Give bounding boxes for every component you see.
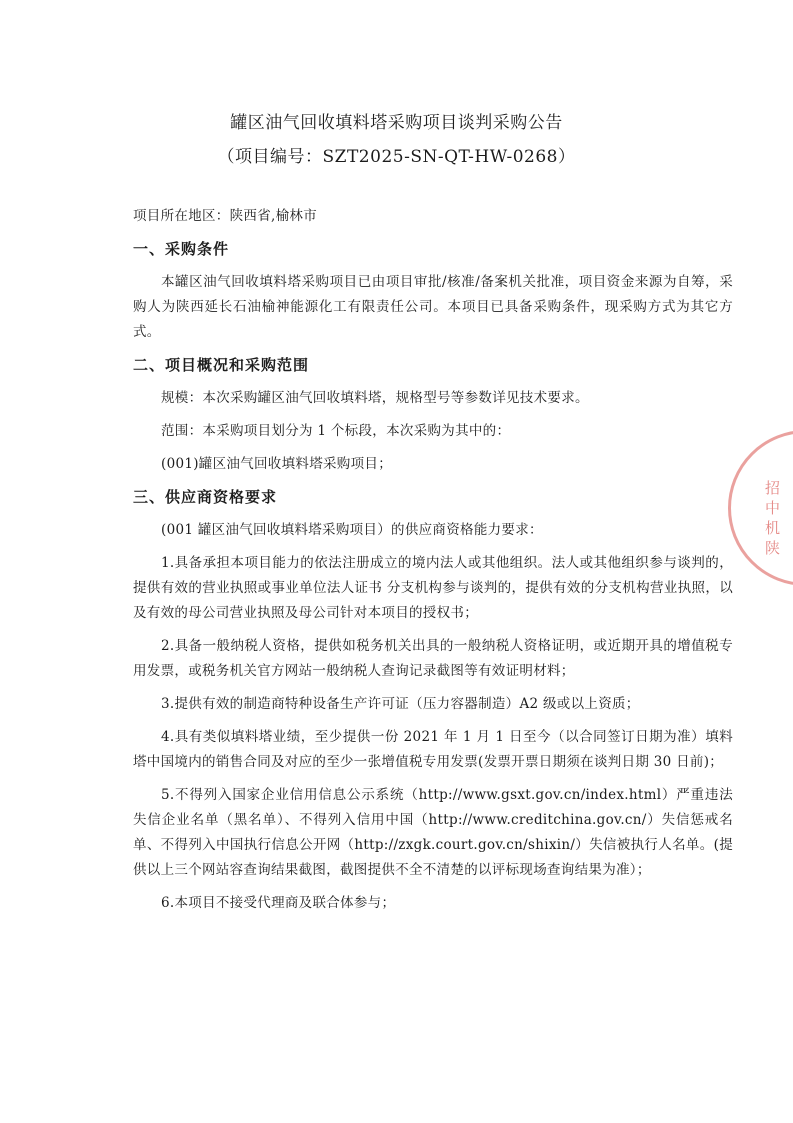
requirement-1: 1.具备承担本项目能力的依法注册成立的境内法人或其他组织。法人或其他组织参与谈判的，提供有效的营业执照或事业单位法人证书 分支机构参与谈判的，提供有效的分支机构营业执照，以及有效的母公司营业执照及母公司针对本项目的授权书； [133,555,733,621]
section-3-intro: (001 罐区油气回收填料塔采购项目）的供应商资格能力要求： [161,522,543,538]
section-1-heading: 一、采购条件 [133,240,230,258]
seal-lettering: 招中机陕 [765,479,781,557]
document-title: 罐区油气回收填料塔采购项目谈判采购公告 [230,113,563,133]
red-seal-stamp [728,430,793,586]
requirement-2: 2.具备一般纳税人资格，提供如税务机关出具的一般纳税人资格证明，或近期开具的增值税专用发票，或税务机关官方网站一般纳税人查询记录截图等有效证明材料； [133,638,733,679]
section-2-scale: 规模：本次采购罐区油气回收填料塔，规格型号等参数详见技术要求。 [161,390,589,406]
section-2-heading: 二、项目概况和采购范围 [133,356,310,374]
requirement-3: 3.提供有效的制造商特种设备生产许可证（压力容器制造）A2 级或以上资质； [161,696,640,712]
requirement-5: 5.不得列入国家企业信用信息公示系统（http://www.gsxt.gov.cn/index.html）严重违法失信企业名单（黑名单）、不得列入信用中国（http://www.creditchina.gov.cn/）失信惩戒名单、不得列入中国执行信息公开网（http://zxgk.court.gov.cn/shixin/）失信被执行人名单。(提供以上三个网站容查询结果截图，截图提供不全不清楚的以评标现场查询结果为准）； [133,787,733,878]
section-2-lot: (001)罐区油气回收填料塔采购项目； [161,456,393,472]
section-1-paragraph: 本罐区油气回收填料塔采购项目已由项目审批/核准/备案机关批准，项目资金来源为自筹，采购人为陕西延长石油榆神能源化工有限责任公司。本项目已具备采购条件，现采购方式为其它方式。 [133,274,733,340]
document-body [133,204,733,924]
requirement-6: 6.本项目不接受代理商及联合体参与； [161,895,396,911]
requirement-4: 4.具有类似填料塔业绩，至少提供一份 2021 年 1 月 1 日至今（以合同签订日期为准）填料塔中国境内的销售合同及对应的至少一张增值税专用发票(发票开票日期须在谈判日期 30 日前)； [133,729,733,770]
section-2-scope: 范围：本采购项目划分为 1 个标段，本次采购为其中的： [161,423,511,439]
project-number: （项目编号：SZT2025-SN-QT-HW-0268） [217,147,576,167]
project-region: 项目所在地区：陕西省,榆林市 [133,208,317,224]
section-3-heading: 三、供应商资格要求 [133,488,278,506]
